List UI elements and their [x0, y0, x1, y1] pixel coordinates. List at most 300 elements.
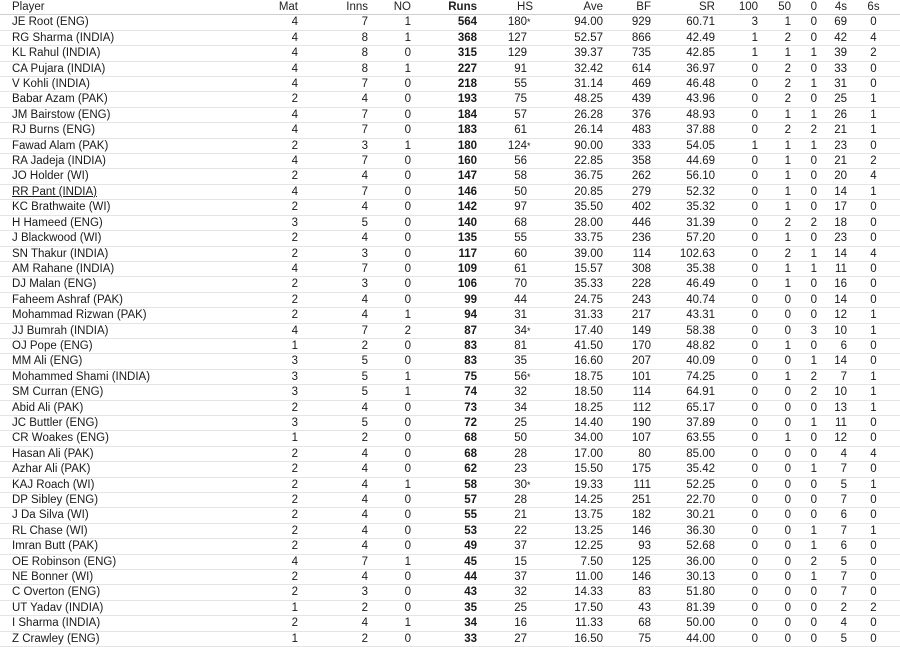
cell-sixes: 1 — [847, 385, 900, 400]
cell-sr: 74.25 — [651, 369, 715, 384]
cell-inns: 4 — [298, 462, 368, 477]
table-row[interactable] — [0, 123, 900, 138]
player-name: JM Bairstow (ENG) — [12, 108, 111, 121]
cell-ave: 35.50 — [533, 200, 603, 215]
player-name: RL Chase (WI) — [12, 524, 88, 537]
cell-no: 1 — [368, 554, 411, 569]
cell-h100: 0 — [715, 123, 758, 138]
cell-ave: 35.33 — [533, 277, 603, 292]
cell-runs: 87 — [411, 323, 477, 338]
cell-fours: 7 — [817, 585, 847, 600]
cell-ave: 52.57 — [533, 30, 603, 45]
cell-bf: 146 — [603, 570, 651, 585]
cell-sixes: 2 — [847, 154, 900, 169]
table-row[interactable] — [0, 231, 900, 246]
cell-ducks: 0 — [791, 15, 817, 30]
cell-hs — [477, 92, 533, 107]
cell-runs: 227 — [411, 61, 477, 76]
table-row[interactable] — [0, 292, 900, 307]
cell-inns: 3 — [298, 138, 368, 153]
cell-mat: 2 — [190, 539, 298, 554]
table-row[interactable] — [0, 246, 900, 261]
cell-runs: 43 — [411, 585, 477, 600]
cell-no: 0 — [368, 493, 411, 508]
table-row[interactable] — [0, 431, 900, 446]
table-row[interactable] — [0, 369, 900, 384]
cell-sixes: 0 — [847, 277, 900, 292]
player-name: Imran Butt (PAK) — [12, 540, 99, 553]
cell-runs: 72 — [411, 415, 477, 430]
cell-bf: 80 — [603, 446, 651, 461]
cell-inns: 3 — [298, 585, 368, 600]
cell-bf: 83 — [603, 585, 651, 600]
cell-h100: 1 — [715, 30, 758, 45]
cell-runs: 94 — [411, 308, 477, 323]
table-row[interactable] — [0, 446, 900, 461]
cell-fours: 7 — [817, 462, 847, 477]
cell-runs: 99 — [411, 292, 477, 307]
table-row[interactable] — [0, 477, 900, 492]
cell-h50: 1 — [758, 154, 791, 169]
cell-ave: 11.33 — [533, 616, 603, 631]
cell-no: 1 — [368, 385, 411, 400]
table-row[interactable] — [0, 169, 900, 184]
cell-hs — [477, 385, 533, 400]
highest-score-value: 68 — [514, 216, 527, 229]
cell-player — [0, 92, 190, 107]
cell-inns: 4 — [298, 169, 368, 184]
cell-no: 0 — [368, 215, 411, 230]
cell-sixes: 0 — [847, 570, 900, 585]
cell-no: 0 — [368, 400, 411, 415]
cell-sixes: 4 — [847, 446, 900, 461]
highest-score-value: 31 — [514, 309, 527, 322]
cell-fours: 16 — [817, 277, 847, 292]
cell-fours: 39 — [817, 46, 847, 61]
cell-fours: 4 — [817, 446, 847, 461]
table-row[interactable] — [0, 385, 900, 400]
cell-ducks: 1 — [791, 246, 817, 261]
cell-hs — [477, 415, 533, 430]
cell-player — [0, 15, 190, 30]
cell-fours: 23 — [817, 138, 847, 153]
cell-h50: 0 — [758, 523, 791, 538]
table-row[interactable] — [0, 554, 900, 569]
cell-ave: 16.50 — [533, 631, 603, 646]
cell-ducks: 0 — [791, 631, 817, 646]
cell-ducks: 0 — [791, 154, 817, 169]
cell-fours: 31 — [817, 77, 847, 92]
table-row[interactable] — [0, 200, 900, 215]
highest-score-value: 16 — [514, 617, 527, 630]
highest-score-value: 129 — [507, 47, 527, 60]
cell-fours: 33 — [817, 61, 847, 76]
cell-runs: 160 — [411, 154, 477, 169]
table-row[interactable] — [0, 570, 900, 585]
highest-score-value: 55 — [514, 78, 527, 91]
cell-mat: 2 — [190, 308, 298, 323]
cell-bf: 217 — [603, 308, 651, 323]
column-header-bf[interactable]: BF — [603, 0, 651, 15]
cell-mat: 2 — [190, 138, 298, 153]
cell-ducks: 0 — [791, 338, 817, 353]
cell-ducks: 1 — [791, 107, 817, 122]
cell-ave: 31.14 — [533, 77, 603, 92]
table-row[interactable] — [0, 508, 900, 523]
player-name: Fawad Alam (PAK) — [12, 139, 109, 152]
cell-ave: 17.50 — [533, 600, 603, 615]
cell-sixes: 0 — [847, 292, 900, 307]
cell-sixes: 1 — [847, 323, 900, 338]
cell-h100: 0 — [715, 369, 758, 384]
player-name: RG Sharma (INDIA) — [12, 31, 115, 44]
cell-no: 0 — [368, 431, 411, 446]
cell-h50: 0 — [758, 631, 791, 646]
cell-ave: 15.57 — [533, 261, 603, 276]
cell-h50: 0 — [758, 415, 791, 430]
table-row[interactable] — [0, 138, 900, 153]
cell-h100: 0 — [715, 338, 758, 353]
cell-ave: 18.50 — [533, 385, 603, 400]
cell-no: 2 — [368, 323, 411, 338]
table-row[interactable] — [0, 46, 900, 61]
cell-no: 0 — [368, 631, 411, 646]
column-header-hs[interactable]: HS — [477, 0, 533, 15]
table-row[interactable] — [0, 462, 900, 477]
column-header-6s[interactable]: 6s — [847, 0, 900, 15]
cell-sr: 30.21 — [651, 508, 715, 523]
player-link[interactable]: RR Pant (INDIA) — [12, 185, 97, 198]
cell-sr: 31.39 — [651, 215, 715, 230]
cell-h100: 0 — [715, 631, 758, 646]
column-header-50[interactable]: 50 — [758, 0, 791, 15]
table-row[interactable] — [0, 184, 900, 199]
cell-mat: 3 — [190, 415, 298, 430]
cell-h50: 0 — [758, 354, 791, 369]
cell-sr: 57.20 — [651, 231, 715, 246]
cell-no: 0 — [368, 46, 411, 61]
cell-bf: 149 — [603, 323, 651, 338]
cell-sixes: 0 — [847, 493, 900, 508]
cell-h100: 0 — [715, 277, 758, 292]
cell-h100: 0 — [715, 169, 758, 184]
table-row[interactable] — [0, 107, 900, 122]
cell-h100: 0 — [715, 246, 758, 261]
cell-inns: 5 — [298, 385, 368, 400]
cell-bf: 439 — [603, 92, 651, 107]
cell-bf: 228 — [603, 277, 651, 292]
cell-inns: 5 — [298, 369, 368, 384]
cell-ave: 18.75 — [533, 369, 603, 384]
cell-sr: 35.38 — [651, 261, 715, 276]
cell-h100: 0 — [715, 462, 758, 477]
cell-mat: 4 — [190, 30, 298, 45]
cell-runs: 49 — [411, 539, 477, 554]
cell-mat: 2 — [190, 585, 298, 600]
cell-h50: 2 — [758, 215, 791, 230]
cell-hs — [477, 631, 533, 646]
table-row[interactable] — [0, 154, 900, 169]
column-header-100[interactable]: 100 — [715, 0, 758, 15]
player-name: Mohammed Shami (INDIA) — [12, 370, 151, 383]
table-row[interactable] — [0, 77, 900, 92]
cell-h100: 0 — [715, 107, 758, 122]
table-row[interactable] — [0, 15, 900, 30]
not-out-marker: * — [527, 140, 531, 151]
cell-h50: 2 — [758, 77, 791, 92]
column-header-ave[interactable]: Ave — [533, 0, 603, 15]
column-header-inns[interactable]: Inns — [298, 0, 368, 15]
cell-inns: 8 — [298, 61, 368, 76]
table-row[interactable] — [0, 523, 900, 538]
table-row[interactable] — [0, 215, 900, 230]
cell-sr: 48.82 — [651, 338, 715, 353]
cell-runs: 109 — [411, 261, 477, 276]
cell-h50: 0 — [758, 508, 791, 523]
table-row[interactable] — [0, 585, 900, 600]
cell-ave: 12.25 — [533, 539, 603, 554]
cell-mat: 4 — [190, 77, 298, 92]
cell-mat: 1 — [190, 338, 298, 353]
cell-h100: 0 — [715, 308, 758, 323]
highest-score-value: 55 — [514, 232, 527, 245]
column-header-4s[interactable]: 4s — [817, 0, 847, 15]
player-name: V Kohli (INDIA) — [12, 78, 90, 91]
cell-ducks: 0 — [791, 92, 817, 107]
highest-score-value: 91 — [514, 62, 527, 75]
cell-inns: 5 — [298, 354, 368, 369]
cell-bf: 929 — [603, 15, 651, 30]
cell-runs: 68 — [411, 446, 477, 461]
cell-player — [0, 585, 190, 600]
cell-sr: 52.32 — [651, 184, 715, 199]
cell-fours: 10 — [817, 323, 847, 338]
cell-ducks: 0 — [791, 493, 817, 508]
cell-sixes: 2 — [847, 46, 900, 61]
cell-sr: 81.39 — [651, 600, 715, 615]
cell-h50: 0 — [758, 570, 791, 585]
cell-hs — [477, 169, 533, 184]
highest-score-value: 35 — [514, 355, 527, 368]
cell-sixes: 0 — [847, 415, 900, 430]
cell-bf: 279 — [603, 184, 651, 199]
cell-runs: 218 — [411, 77, 477, 92]
cell-mat: 4 — [190, 323, 298, 338]
cell-hs — [477, 431, 533, 446]
highest-score-value: 180 — [507, 16, 527, 29]
table-row[interactable] — [0, 354, 900, 369]
player-name: J Blackwood (WI) — [12, 232, 102, 245]
cell-player[interactable] — [0, 184, 190, 199]
table-row[interactable] — [0, 415, 900, 430]
cell-player — [0, 631, 190, 646]
cell-inns: 7 — [298, 107, 368, 122]
cell-ducks: 3 — [791, 323, 817, 338]
cell-ave: 39.00 — [533, 246, 603, 261]
cell-mat: 4 — [190, 184, 298, 199]
player-name: J Da Silva (WI) — [12, 509, 89, 522]
cell-mat: 4 — [190, 107, 298, 122]
highest-score-value: 25 — [514, 416, 527, 429]
cell-hs — [477, 338, 533, 353]
table-row[interactable] — [0, 539, 900, 554]
cell-player — [0, 138, 190, 153]
cell-sr: 37.88 — [651, 123, 715, 138]
cell-ducks: 0 — [791, 184, 817, 199]
cell-bf: 262 — [603, 169, 651, 184]
cell-inns: 4 — [298, 92, 368, 107]
cell-mat: 2 — [190, 200, 298, 215]
table-row[interactable] — [0, 61, 900, 76]
table-row[interactable] — [0, 631, 900, 646]
cell-ave: 34.00 — [533, 431, 603, 446]
cell-sr: 85.00 — [651, 446, 715, 461]
cell-sr: 48.93 — [651, 107, 715, 122]
player-name: DJ Malan (ENG) — [12, 278, 97, 291]
cell-runs: 83 — [411, 338, 477, 353]
cell-ave: 20.85 — [533, 184, 603, 199]
cell-no: 1 — [368, 477, 411, 492]
cell-no: 1 — [368, 616, 411, 631]
cell-h50: 1 — [758, 369, 791, 384]
cell-fours: 7 — [817, 523, 847, 538]
cell-ave: 39.37 — [533, 46, 603, 61]
player-name: NE Bonner (WI) — [12, 571, 94, 584]
cell-fours: 7 — [817, 570, 847, 585]
cell-h100: 0 — [715, 77, 758, 92]
table-row[interactable] — [0, 400, 900, 415]
player-name: H Hameed (ENG) — [12, 216, 103, 229]
cell-inns: 5 — [298, 215, 368, 230]
cell-sr: 52.68 — [651, 539, 715, 554]
table-row[interactable] — [0, 600, 900, 615]
cell-sr: 46.48 — [651, 77, 715, 92]
cell-inns: 2 — [298, 631, 368, 646]
player-name: Abid Ali (PAK) — [12, 401, 84, 414]
cell-inns: 4 — [298, 400, 368, 415]
cell-ave: 14.33 — [533, 585, 603, 600]
cell-ave: 13.75 — [533, 508, 603, 523]
table-row[interactable] — [0, 277, 900, 292]
cell-bf: 483 — [603, 123, 651, 138]
player-name: Babar Azam (PAK) — [12, 93, 108, 106]
cell-sixes: 4 — [847, 30, 900, 45]
highest-score-value: 56 — [514, 155, 527, 168]
cell-sixes: 1 — [847, 92, 900, 107]
cell-runs: 68 — [411, 431, 477, 446]
cell-ducks: 2 — [791, 123, 817, 138]
cell-h100: 0 — [715, 400, 758, 415]
cell-h100: 0 — [715, 446, 758, 461]
cell-player — [0, 338, 190, 353]
highest-score-value: 50 — [514, 185, 527, 198]
cell-runs: 147 — [411, 169, 477, 184]
cell-hs — [477, 369, 533, 384]
cell-sixes: 0 — [847, 539, 900, 554]
cell-no: 0 — [368, 77, 411, 92]
cell-hs — [477, 462, 533, 477]
cell-hs — [477, 400, 533, 415]
cell-h50: 0 — [758, 600, 791, 615]
cell-player — [0, 554, 190, 569]
cell-hs — [477, 200, 533, 215]
cell-h50: 0 — [758, 493, 791, 508]
header-row — [0, 0, 900, 15]
column-header-runs[interactable]: Runs — [411, 0, 477, 15]
cell-inns: 4 — [298, 308, 368, 323]
player-name: AM Rahane (INDIA) — [12, 262, 115, 275]
cell-bf: 207 — [603, 354, 651, 369]
cell-ave: 28.00 — [533, 215, 603, 230]
cell-bf: 866 — [603, 30, 651, 45]
cell-hs — [477, 354, 533, 369]
cell-inns: 8 — [298, 46, 368, 61]
cell-ducks: 0 — [791, 308, 817, 323]
cell-sixes: 0 — [847, 554, 900, 569]
cell-ducks: 0 — [791, 61, 817, 76]
table-row[interactable] — [0, 92, 900, 107]
cell-inns: 4 — [298, 477, 368, 492]
cell-ave: 41.50 — [533, 338, 603, 353]
column-header-0[interactable]: 0 — [791, 0, 817, 15]
table-row[interactable] — [0, 616, 900, 631]
cell-h50: 0 — [758, 323, 791, 338]
highest-score-value: 81 — [514, 339, 527, 352]
table-row[interactable] — [0, 338, 900, 353]
cell-bf: 236 — [603, 231, 651, 246]
column-header-no[interactable]: NO — [368, 0, 411, 15]
cell-inns: 4 — [298, 493, 368, 508]
cell-h50: 2 — [758, 246, 791, 261]
cell-sixes: 0 — [847, 616, 900, 631]
cell-sixes: 1 — [847, 523, 900, 538]
column-header-player[interactable]: Player — [0, 0, 190, 15]
cell-sr: 35.42 — [651, 462, 715, 477]
table-row[interactable] — [0, 261, 900, 276]
cell-sixes: 4 — [847, 169, 900, 184]
highest-score-value: 37 — [514, 571, 527, 584]
cell-bf: 190 — [603, 415, 651, 430]
column-header-sr[interactable]: SR — [651, 0, 715, 15]
cell-no: 0 — [368, 169, 411, 184]
cell-bf: 43 — [603, 600, 651, 615]
cell-fours: 5 — [817, 554, 847, 569]
cell-ducks: 0 — [791, 169, 817, 184]
cell-no: 0 — [368, 539, 411, 554]
cell-inns: 4 — [298, 523, 368, 538]
cell-sixes: 0 — [847, 631, 900, 646]
cell-player — [0, 323, 190, 338]
cell-hs — [477, 77, 533, 92]
highest-score-value: 32 — [514, 586, 527, 599]
cell-inns: 4 — [298, 292, 368, 307]
cell-no: 0 — [368, 184, 411, 199]
cell-no: 0 — [368, 570, 411, 585]
cell-inns: 5 — [298, 415, 368, 430]
player-name: JJ Bumrah (INDIA) — [12, 324, 109, 337]
cell-ave: 17.00 — [533, 446, 603, 461]
cell-sr: 63.55 — [651, 431, 715, 446]
table-row[interactable] — [0, 308, 900, 323]
cell-h50: 1 — [758, 261, 791, 276]
cell-no: 1 — [368, 138, 411, 153]
table-row[interactable] — [0, 323, 900, 338]
cell-mat: 3 — [190, 215, 298, 230]
table-row[interactable] — [0, 30, 900, 45]
player-name: SM Curran (ENG) — [12, 386, 104, 399]
table-row[interactable] — [0, 493, 900, 508]
column-header-mat[interactable]: Mat — [190, 0, 298, 15]
